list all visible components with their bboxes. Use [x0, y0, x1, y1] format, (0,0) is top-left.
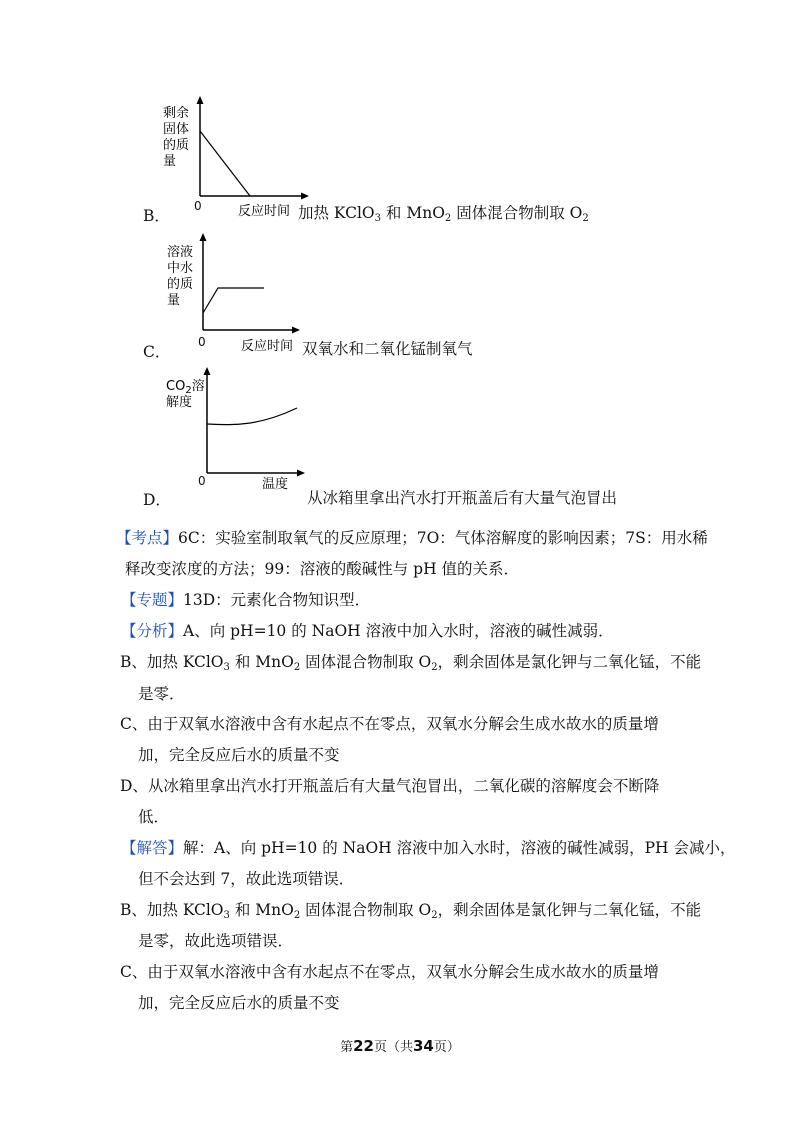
fenxi-line-c1: C、由于双氧水溶液中含有水起点不在零点，双氧水分解会生成水故水的质量增: [120, 715, 659, 733]
graph-b-caption: 加热 KClO$_3$ 和 MnO$_2$ 固体混合物制取 $O_2$: [298, 204, 589, 224]
kaodian-tag: 【考点】: [116, 529, 179, 547]
graph-b-xlabel: 反应时间: [238, 204, 291, 219]
graph-d-x-arrow: [297, 470, 305, 477]
jieda-line-a1: 【解答】解：A、向 pH=10 的 NaOH 溶液中加入水时，溶液的碱性减弱，PH 会减小，: [121, 839, 736, 857]
zhuanti-tag: 【专题】: [121, 591, 184, 609]
graph-b-ylabel: 剩余 固体 的质 量: [163, 106, 190, 169]
kaodian-line-1: 【考点】6C：实验室制取氧气的反应原理；7O：气体溶解度的影响因素；7S：用水稀: [116, 529, 708, 547]
fenxi-tag: 【分析】: [121, 622, 184, 640]
page-footer: 第22页（共34页）: [340, 1037, 460, 1055]
current-page-number: 22: [353, 1037, 374, 1055]
fenxi-line-c2: 加，完全反应后水的质量不变: [138, 746, 340, 764]
graph-b-curve: [200, 131, 250, 196]
graph-d-origin: 0: [198, 474, 206, 488]
graph-d-y-arrow: [204, 367, 211, 375]
graph-b-plot: [195, 96, 315, 206]
graph-b-x-arrow: [301, 193, 309, 200]
fenxi-line-d2: 低．: [138, 808, 170, 826]
graph-c-curve: [203, 288, 264, 313]
jieda-line-c2: 加，完全反应后水的质量不变: [138, 994, 340, 1012]
graph-d-curve: [207, 408, 297, 425]
jieda-tag: 【解答】: [121, 839, 184, 857]
option-b-label: B．: [143, 207, 170, 225]
fenxi-line-a: 【分析】A、向 pH=10 的 NaOH 溶液中加入水时，溶液的碱性减弱．: [121, 622, 614, 640]
graph-b-origin: 0: [194, 199, 202, 213]
graph-c-ylabel: 溶液 中水 的质 量: [167, 245, 194, 308]
zhuanti-line: 【专题】13D：元素化合物知识型．: [121, 591, 371, 609]
option-c-label: C．: [143, 343, 171, 361]
fenxi-line-b1: B、加热 KClO$_3$ 和 MnO$_2$ 固体混合物制取 $O_2$，剩余固体是氯化钾与二氧化锰，不能: [120, 653, 702, 673]
graph-d-ylabel: $CO_2$溶 解度: [166, 379, 205, 410]
graph-c-x-arrow: [292, 327, 300, 334]
graph-c-plot: [198, 233, 308, 333]
fenxi-line-b2: 是零．: [138, 685, 185, 703]
jieda-line-a2: 但不会达到 7，故此选项错误．: [138, 870, 355, 888]
kaodian-line-2: 释改变浓度的方法；99：溶液的酸碱性与 pH 值的关系．: [125, 560, 520, 578]
graph-c-origin: 0: [198, 335, 206, 349]
graph-b-y-arrow: [197, 96, 204, 104]
graph-d-xlabel: 温度: [262, 477, 289, 492]
graph-c-y-arrow: [200, 233, 207, 241]
fenxi-line-d1: D、从冰箱里拿出汽水打开瓶盖后有大量气泡冒出，二氧化碳的溶解度会不断降: [120, 777, 660, 795]
graph-d-plot: [202, 367, 312, 477]
graph-d-caption: 从冰箱里拿出汽水打开瓶盖后有大量气泡冒出: [307, 489, 618, 507]
jieda-line-b1: B、加热 KClO$_3$ 和 MnO$_2$ 固体混合物制取 $O_2$，剩余固体是氯化钾与二氧化锰，不能: [120, 901, 702, 921]
jieda-line-b2: 是零，故此选项错误．: [138, 932, 294, 950]
option-d-label: D．: [143, 491, 171, 509]
jieda-line-c1: C、由于双氧水溶液中含有水起点不在零点，双氧水分解会生成水故水的质量增: [120, 963, 659, 981]
graph-c-xlabel: 反应时间: [241, 339, 294, 354]
total-page-number: 34: [413, 1037, 434, 1055]
graph-c-caption: 双氧水和二氧化锰制氧气: [302, 340, 473, 358]
